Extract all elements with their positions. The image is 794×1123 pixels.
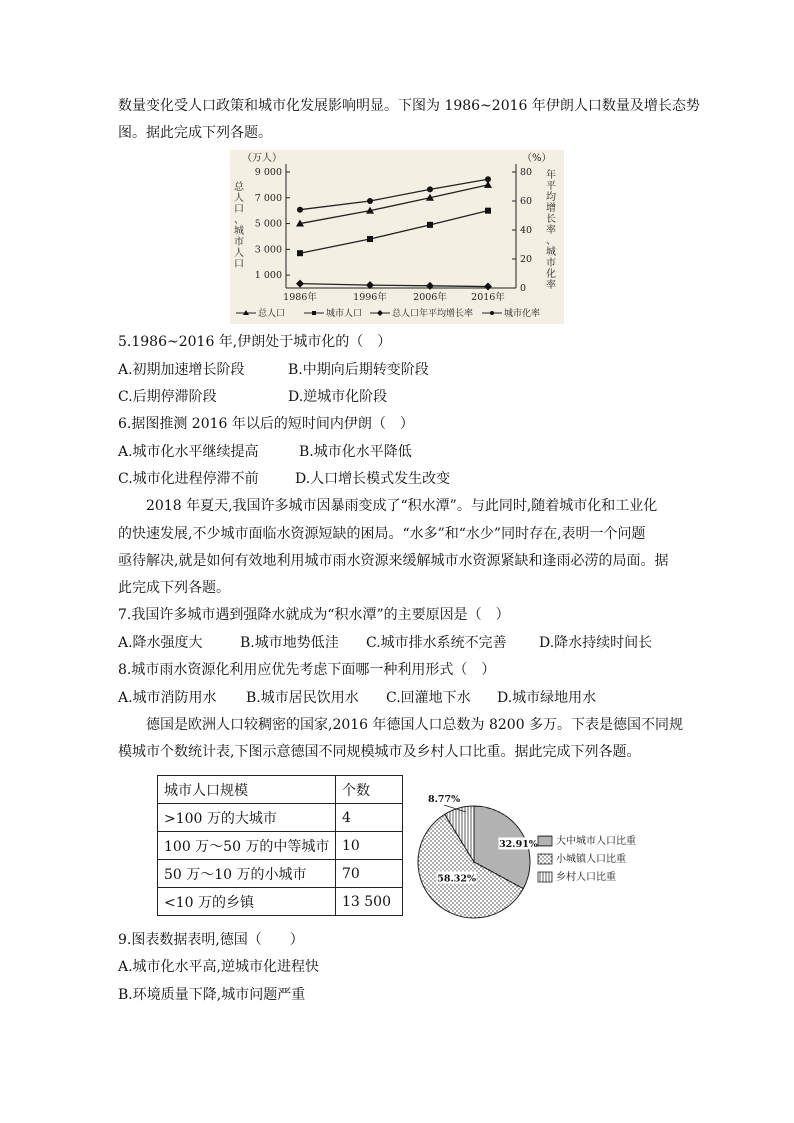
x-tick-label: 1996年 [353, 292, 387, 303]
left-tick-label: 9 000 [254, 167, 282, 178]
right-axis-label-char: 市 [546, 258, 556, 269]
data-point-urbanization [297, 207, 303, 213]
data-point-growth-rate [484, 283, 492, 291]
right-axis-label-char: 平 [546, 181, 556, 192]
right-tick-label: 40 [520, 225, 533, 236]
germany-population-pie-svg [416, 790, 656, 925]
left-axis-label-char: 、 [234, 215, 244, 226]
q6-option-d[interactable]: D.人口增长模式发生改变 [295, 471, 451, 487]
data-point-urbanization [367, 198, 373, 204]
q9-option-a[interactable]: A.城市化水平高,逆城市化进程快 [118, 959, 320, 975]
x-tick-label: 2006年 [413, 292, 447, 303]
table-cell: <10 万的乡镇 [158, 888, 336, 916]
q8-option-d[interactable]: D.城市绿地用水 [497, 690, 597, 706]
table-row [158, 804, 403, 832]
q7-option-a[interactable]: A.降水强度大 [118, 635, 203, 651]
data-point-growth-rate [296, 280, 304, 288]
q7-option-d[interactable]: D.降水持续时间长 [539, 635, 653, 651]
pie-label: 58.32% [437, 873, 477, 885]
right-tick-label: 80 [520, 167, 533, 178]
table-header-cell: 城市人口规模 [158, 776, 336, 804]
germany-population-pie [416, 790, 656, 925]
x-tick-label: 1986年 [283, 292, 317, 303]
right-axis-label-char: 长 [546, 214, 556, 225]
left-tick-label: 7 000 [254, 192, 282, 204]
legend-label: 总人口年平均增长率 [392, 309, 474, 319]
q5-option-c[interactable]: C.后期停滞阶段 [118, 389, 217, 405]
q8-option-b[interactable]: B.城市居民饮用水 [246, 690, 359, 706]
iran-population-chart-svg [230, 150, 564, 324]
pie-legend-swatch [538, 872, 552, 882]
table-row [158, 860, 403, 888]
legend-marker [377, 310, 383, 316]
q6-option-a[interactable]: A.城市化水平继续提高 [118, 444, 259, 460]
right-axis-label-char: 均 [546, 192, 556, 203]
right-unit-label: （%） [522, 153, 552, 164]
pie-label: 32.91% [499, 839, 538, 851]
pie-legend-swatch [538, 854, 552, 864]
legend-marker [490, 311, 494, 315]
table-cell: >100 万的大城市 [158, 804, 336, 832]
q8-option-c[interactable]: C.回灌地下水 [386, 690, 471, 706]
q7-stem: 7.我国许多城市遇到强降水就成为“积水潭”的主要原因是（ ） [118, 607, 510, 623]
left-axis-label-char: 城 [234, 226, 244, 237]
legend-label: 城市人口 [326, 309, 363, 319]
data-point-urban [427, 222, 433, 228]
table-row [158, 832, 403, 860]
passage3-line-2: 模城市个数统计表,下图示意德国不同规模城市及乡村人口比重。据此完成下列各题。 [118, 744, 641, 760]
pie-legend-label: 大中城市人口比重 [556, 836, 636, 847]
right-tick-label: 20 [520, 254, 533, 265]
legend-label: 总人口 [258, 309, 286, 319]
table-cell: 10 [336, 832, 403, 860]
series-line-总人口年平均增长率 [300, 284, 488, 287]
pie-legend-swatch [538, 836, 552, 846]
table-cell: 70 [336, 860, 403, 888]
left-axis-label-char: 口 [234, 259, 244, 270]
table-header-cell: 个数 [336, 776, 403, 804]
legend-label: 城市化率 [504, 309, 541, 319]
q6-option-b[interactable]: B.城市化水平降低 [299, 444, 412, 460]
left-axis-label-char: 人 [234, 193, 244, 204]
passage3-line-1: 德国是欧洲人口较稠密的国家,2016 年德国人口总数为 8200 多万。下表是德国不同规 [146, 717, 684, 733]
q7-option-c[interactable]: C.城市排水系统不完善 [366, 635, 507, 651]
pie-legend-label: 乡村人口比重 [556, 872, 616, 883]
data-point-urbanization [427, 186, 433, 192]
right-axis-label-char: 增 [546, 203, 556, 214]
q5-option-a[interactable]: A.初期加速增长阶段 [118, 362, 245, 378]
q6-stem: 6.据图推测 2016 年以后的短时间内伊朗（ ） [118, 416, 414, 432]
right-axis-label-char: 化 [546, 269, 556, 280]
table-cell: 100 万～50 万的中等城市 [158, 832, 336, 860]
left-tick-label: 3 000 [254, 244, 282, 256]
left-tick-label: 1 000 [254, 270, 282, 282]
q5-stem: 5.1986~2016 年,伊朗处于城市化的（ ） [118, 334, 392, 350]
left-axis-label-char: 市 [234, 237, 244, 248]
right-axis-label-char: 率 [546, 225, 556, 236]
data-point-urban [485, 208, 491, 214]
data-point-urban [297, 250, 303, 256]
table-cell: 4 [336, 804, 403, 832]
intro-line-1: 数量变化受人口政策和城市化发展影响明显。下图为 1986~2016 年伊朗人口数量及增长态势 [118, 98, 700, 114]
data-point-urban [367, 236, 373, 242]
left-axis-label-char: 人 [234, 248, 244, 259]
data-point-growth-rate [426, 282, 434, 290]
passage2-line-3: 亟待解决,就是如何有效地利用城市雨水资源来缓解城市水资源紧缺和逢雨必涝的局面。据 [118, 553, 669, 569]
pie-label: 8.77% [428, 794, 461, 805]
left-axis-label-char: 总 [234, 182, 244, 193]
left-unit-label: （万人） [242, 153, 282, 164]
right-tick-label: 0 [520, 283, 527, 294]
right-axis-label-char: 率 [546, 280, 556, 291]
city-size-table [157, 775, 403, 916]
iran-population-chart [230, 150, 564, 324]
left-axis-label-char: 口 [234, 204, 244, 215]
legend-marker [312, 311, 316, 315]
table-row [158, 888, 403, 916]
right-tick-label: 60 [520, 196, 533, 207]
q7-option-b[interactable]: B.城市地势低洼 [240, 635, 339, 651]
right-axis-label-char: 、 [546, 236, 556, 247]
x-tick-label: 2016年 [471, 292, 505, 303]
right-axis-label-char: 城 [546, 247, 556, 258]
passage2-line-2: 的快速发展,不少城市面临水资源短缺的困局。“水多”和“水少”同时存在,表明一个问题 [118, 526, 646, 542]
q5-option-b[interactable]: B.中期向后期转变阶段 [288, 362, 429, 378]
passage2-line-4: 此完成下列各题。 [118, 580, 230, 596]
right-axis-label-char: 年 [546, 170, 556, 181]
series-line-城市人口 [300, 211, 488, 254]
table-cell: 50 万～10 万的小城市 [158, 860, 336, 888]
intro-line-2: 图。据此完成下列各题。 [118, 125, 272, 141]
q9-option-b[interactable]: B.环境质量下降,城市问题严重 [118, 987, 306, 1003]
pie-legend-label: 小城镇人口比重 [556, 854, 626, 865]
data-point-urbanization [485, 176, 491, 182]
q8-stem: 8.城市雨水资源化利用应优先考虑下面哪一种利用形式（ ） [118, 662, 496, 678]
q9-stem: 9.图表数据表明,德国（ ） [118, 932, 304, 948]
table-header-row [158, 776, 403, 804]
passage2-line-1: 2018 年夏天,我国许多城市因暴雨变成了“积水潭”。与此同时,随着城市化和工业化 [146, 498, 658, 514]
q8-option-a[interactable]: A.城市消防用水 [118, 690, 217, 706]
table-cell: 13 500 [336, 888, 403, 916]
q6-option-c[interactable]: C.城市化进程停滞不前 [118, 471, 259, 487]
q5-option-d[interactable]: D.逆城市化阶段 [288, 389, 388, 405]
left-tick-label: 5 000 [254, 218, 282, 230]
